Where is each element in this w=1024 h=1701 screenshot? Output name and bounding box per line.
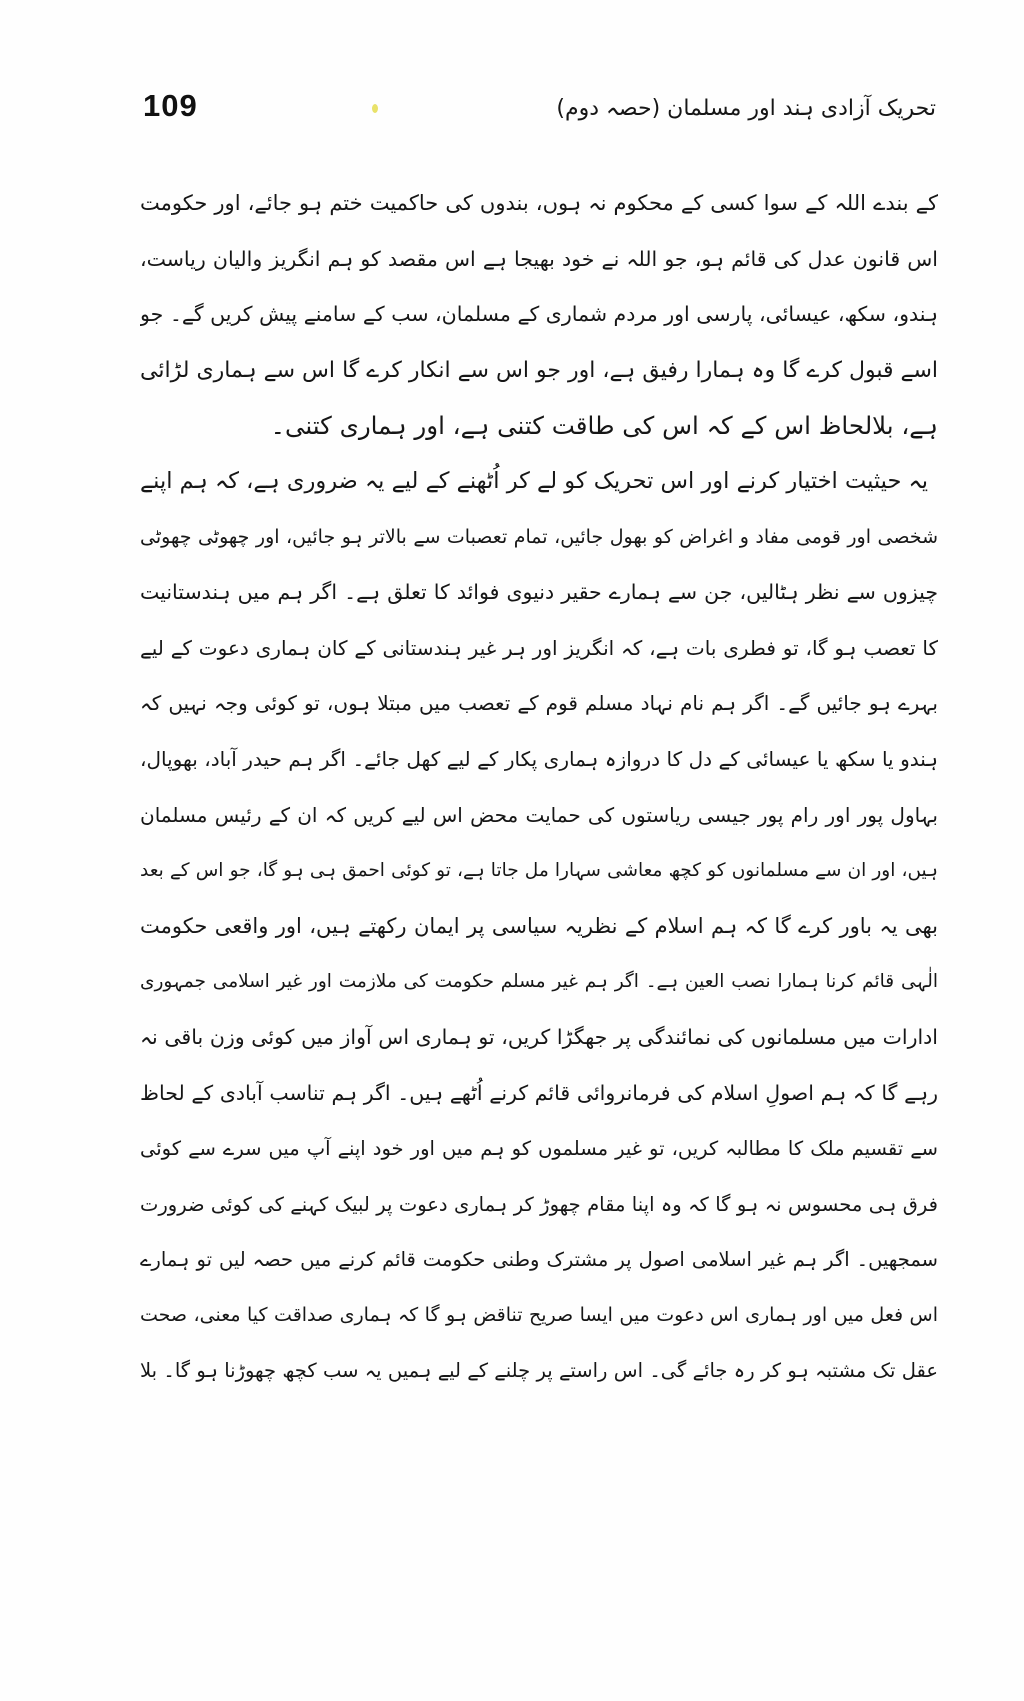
text-line: عقل تک مشتبہ ہو کر رہ جائے گی۔ اس راستے پر چلنے کے لیے ہمیں یہ سب کچھ چھوڑنا ہو گا۔ بلا (140, 1359, 938, 1383)
text-line: بہاول پور اور رام پور جیسی ریاستوں کی حمایت محض اس لیے کریں کہ ان کے رئیس مسلمان (140, 802, 938, 827)
text-line: بھی یہ باور کرے گا کہ ہم اسلام کے نظریہ سیاسی پر ایمان رکھتے ہیں، اور واقعی حکومت (140, 913, 938, 938)
text-line: یہ حیثیت اختیار کرنے اور اس تحریک کو لے کر اُٹھنے کے لیے یہ ضروری ہے، کہ ہم اپنے (140, 467, 928, 494)
text-line: ہندو یا سکھ یا عیسائی کے دل کا دروازہ ہماری پکار کے لیے کھل جائے۔ اگر ہم حیدر آباد، بھوپال، (140, 746, 938, 771)
text-line: سے تقسیم ملک کا مطالبہ کریں، تو غیر مسلموں کو ہم میں اور خود اپنے آپ میں سرے سے کوئی (140, 1137, 938, 1161)
text-line: اسے قبول کرے گا وہ ہمارا رفیق ہے، اور جو اس سے انکار کرے گا اس سے ہماری لڑائی (140, 357, 938, 383)
text-line: اس فعل میں اور ہماری اس دعوت میں ایسا صریح تناقض ہو گا کہ ہماری صداقت کیا معنی، صحت (140, 1303, 938, 1326)
text-line: ادارات میں مسلمانوں کی نمائندگی پر جھگڑا کریں، تو ہماری اس آواز میں کوئی وزن باقی نہ (140, 1024, 938, 1049)
text-line: ہندو، سکھ، عیسائی، پارسی اور مردم شماری کے مسلمان، سب کے سامنے پیش کریں گے۔ جو (140, 302, 938, 327)
running-header: تحریک آزادی ہند اور مسلمان (حصہ دوم) (556, 96, 936, 121)
text-line: ہیں، اور ان سے مسلمانوں کو کچھ معاشی سہارا مل جاتا ہے، تو کوئی احمق ہی ہو گا، جو اس کے بعد (140, 860, 938, 882)
text-line: بہرے ہو جائیں گے۔ اگر ہم نام نہاد مسلم قوم کے تعصب میں مبتلا ہوں، تو کوئی وجہ نہیں کہ (140, 691, 938, 716)
text-line: کا تعصب ہو گا، تو فطری بات ہے، کہ انگریز اور ہر غیر ہندستانی کے کان ہماری دعوت کے لیے (140, 635, 938, 660)
text-line: سمجھیں۔ اگر ہم غیر اسلامی اصول پر مشترک وطنی حکومت قائم کرنے میں حصہ لیں تو ہمارے (140, 1248, 938, 1272)
paper-speck (372, 104, 378, 113)
text-line: اس قانون عدل کی قائم ہو، جو اللہ نے خود بھیجا ہے اس مقصد کو ہم انگریز والیان ریاست، (140, 246, 938, 271)
text-line: شخصی اور قومی مفاد و اغراض کو بھول جائیں، تمام تعصبات سے بالاتر ہو جائیں، اور چھوٹی چھوٹی (140, 525, 938, 548)
text-line: کے بندے اللہ کے سوا کسی کے محکوم نہ ہوں، بندوں کی حاکمیت ختم ہو جائے، اور حکومت (140, 191, 938, 215)
text-line: فرق ہی محسوس نہ ہو گا کہ وہ اپنا مقام چھوڑ کر ہماری دعوت پر لبیک کہنے کی کوئی ضرورت (140, 1192, 938, 1216)
text-line: رہے گا کہ ہم اصولِ اسلام کی فرمانروائی قائم کرنے اُٹھے ہیں۔ اگر ہم تناسب آبادی کے لحاظ (140, 1080, 938, 1105)
page-number: 109 (143, 88, 198, 123)
text-line: الٰہی قائم کرنا ہمارا نصب العین ہے۔ اگر ہم غیر مسلم حکومت کی ملازمت اور غیر اسلامی جمہوری (140, 971, 938, 993)
body-text (140, 176, 938, 1399)
text-line: چیزوں سے نظر ہٹالیں، جن سے ہمارے حقیر دنیوی فوائد کا تعلق ہے۔ اگر ہم میں ہندستانیت (140, 580, 938, 605)
text-line: ہے، بلالحاظ اس کے کہ اس کی طاقت کتنی ہے، اور ہماری کتنی۔ (270, 411, 938, 441)
